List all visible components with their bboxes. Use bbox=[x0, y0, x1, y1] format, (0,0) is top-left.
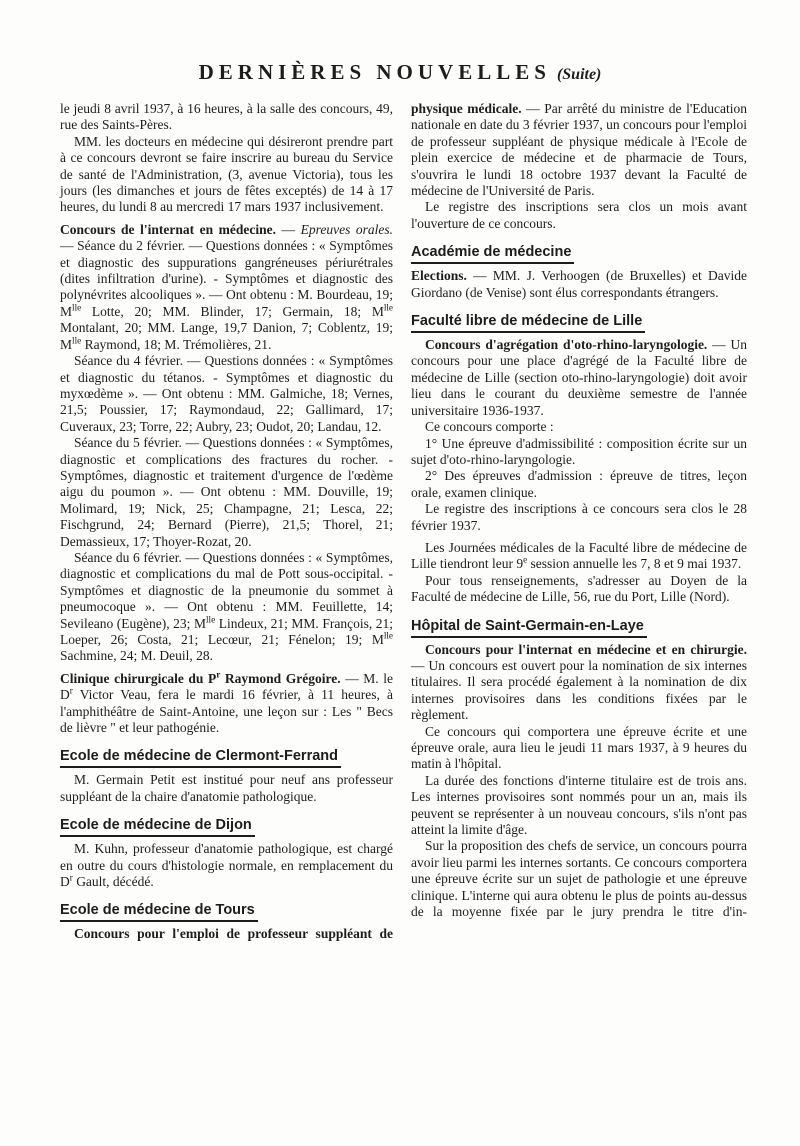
text: Ce concours comporte : bbox=[425, 419, 554, 435]
text: le jeudi 8 avril 1937, à 16 heures, à la salle des concours, 49, rue des Saints-Pères. bbox=[60, 101, 393, 133]
text: Montalant, 20; MM. Lange, 19,7 Danion, 7; Coblentz, 19; M bbox=[60, 320, 393, 352]
text: Séance du 5 février. — Questions données : « Symptômes, diagnostic et complications des fractures du rocher. - Symptômes, diagnostic et traitement d'urgence de l'œdème aigu du poumon ». — Ont obtenu : MM. Douville, 19; Molimard, 19; Nick, 25; Champagne, 21; Lesca, 22; Fischgrund, 24; Bernard (Pierre), 21,5; Thorel, 21; Demassieux, 17; Thoyer-Rozat, 20. bbox=[60, 435, 393, 549]
text: Pour tous renseignements, s'adresser au Doyen de la Faculté de médecine de Lille, 56, rue du Port, Lille (Nord). bbox=[411, 572, 747, 605]
section-heading-block bbox=[60, 816, 393, 837]
section-heading: Faculté libre de médecine de Lille bbox=[411, 312, 645, 333]
text: M. Kuhn, professeur d'anatomie pathologique, est chargé en outre du cours d'histologie normale, en remplacement du D bbox=[60, 841, 393, 890]
paragraph bbox=[411, 419, 747, 435]
section-heading-block bbox=[60, 747, 393, 768]
paragraph bbox=[411, 540, 747, 573]
text: Séance du 6 février. — Questions données : « Symptômes, diagnostic et complications du mal de Pott sous-occipital. - Symptômes et diagnostic de la pneumonie du sommet à pneumocoque ». — Ont obtenu : MM. Feuillette, 14; Sevileano (Eugène), 23; M bbox=[60, 549, 393, 631]
superscript: lle bbox=[205, 614, 216, 625]
paragraph bbox=[60, 435, 393, 550]
paragraph bbox=[411, 724, 747, 773]
bold-text: Concours d'agrégation d'oto-rhino-laryngologie. bbox=[425, 337, 708, 353]
paragraph bbox=[411, 337, 747, 419]
page-header-title: DERNIÈRES NOUVELLES bbox=[198, 60, 551, 84]
left-column bbox=[60, 101, 393, 943]
text: Le registre des inscriptions sera clos un mois avant l'ouverture de ce concours. bbox=[411, 199, 747, 231]
text: M. Germain Petit est institué pour neuf ans professeur suppléant de la chaire d'anatomie pathologique. bbox=[60, 772, 393, 804]
paragraph bbox=[60, 222, 393, 353]
text: — MM. J. Verhoogen (de Bruxelles) et Davide Giordano (de Venise) sont élus correspondants étrangers. bbox=[411, 268, 747, 300]
superscript: r bbox=[216, 669, 221, 680]
bold-text: Raymond Grégoire. bbox=[220, 670, 341, 686]
superscript: e bbox=[523, 554, 528, 565]
right-column bbox=[411, 101, 747, 920]
paragraph bbox=[411, 573, 747, 606]
text: session annuelle les 7, 8 et 9 mai 1937. bbox=[527, 556, 742, 572]
text: Sur la proposition des chefs de service, un concours pourra avoir lieu parmi les internes sortants. Ce concours comportera une épreuve écrite sur un sujet de pathologie et une épreuve clinique. L'interne qui aura obtenu le plus de points au-dessus de la moyenne fixée par le jury prendra le titre d'in- bbox=[411, 838, 747, 920]
paragraph bbox=[411, 501, 747, 534]
bold-text: Clinique chirurgicale du P bbox=[60, 670, 217, 686]
paragraph bbox=[60, 353, 393, 435]
text: — Un concours est ouvert pour la nomination de six internes titulaires. Il sera procédé également à la nomination de dix internes provisoires dans les conditions fixées par le règlement. bbox=[411, 657, 747, 723]
section-heading: Ecole de médecine de Dijon bbox=[60, 816, 255, 837]
page-header bbox=[0, 60, 800, 85]
paragraph bbox=[60, 926, 393, 942]
text: — M. le D bbox=[60, 670, 393, 703]
text: Lotte, 20; MM. Blinder, 17; Germain, 18; M bbox=[81, 303, 384, 319]
paragraph bbox=[411, 468, 747, 501]
text: 2° Des épreuves d'admission : épreuve de titres, leçon orale, examen clinique. bbox=[411, 468, 747, 500]
text: Victor Veau, fera le mardi 16 février, à 11 heures, à l'amphithéâtre de Saint-Antoine, une leçon sur : Les " Becs de lièvre " et leur pathogénie. bbox=[60, 687, 393, 736]
text: MM. les docteurs en médecine qui désireront prendre part à ce concours devront se faire inscrire au bureau du Service de santé de l'Administration, (3, avenue Victoria), tous les jours (les dimanches et jours de fêtes exceptés) de 14 à 17 heures, du lundi 8 au mercredi 17 mars 1937 inclusivement. bbox=[60, 133, 393, 215]
superscript: lle bbox=[383, 630, 393, 641]
paragraph bbox=[60, 101, 393, 134]
text: La durée des fonctions d'interne titulaire est de trois ans. Les internes provisoires sont nommés pour un an, mais ils peuvent se représenter à un nouveau concours, s'ils n'ont pas atteint la limite d'âge. bbox=[411, 772, 747, 838]
text: — Un concours pour une place d'agrégé de la Faculté libre de médecine de Lille (section oto-rhino-laryngologie) doit avoir lieu dans le courant du deuxième semestre de l'année universitaire 1936-1937. bbox=[411, 337, 747, 418]
text: 1° Une épreuve d'admissibilité : composition écrite sur un sujet d'oto-rhino-laryngologie. bbox=[411, 435, 747, 467]
section-heading-block bbox=[60, 901, 393, 922]
text: Lindeux, 21; MM. François, 21; Loeper, 26; Costa, 21; Lecœur, 21; Fénelon; 19; M bbox=[60, 615, 393, 647]
section-heading: Ecole de médecine de Tours bbox=[60, 901, 258, 922]
bold-text: Elections. bbox=[411, 268, 467, 284]
paragraph bbox=[411, 268, 747, 301]
superscript: lle bbox=[383, 302, 393, 313]
section-heading-block bbox=[411, 312, 747, 333]
section-heading: Académie de médecine bbox=[411, 243, 574, 264]
paragraph bbox=[60, 841, 393, 890]
bold-text: Concours pour l'internat en médecine et en chirurgie. bbox=[425, 641, 747, 657]
text: Le registre des inscriptions à ce concours sera clos le 28 février 1937. bbox=[411, 501, 747, 533]
text: — Par arrêté du ministre de l'Education nationale en date du 3 février 1937, un concours pour l'emploi de professeur suppléant de physique médicale à l'Ecole de plein exercice de médecine et de pharmacie de Tours, s'ouvrira le lundi 18 octobre 1937 devant la Faculté de médecine de l'Université de Paris. bbox=[411, 101, 747, 199]
text: — bbox=[276, 221, 301, 237]
text: Les Journées médicales de la Faculté libre de médecine de Lille tiendront leur 9 bbox=[411, 539, 747, 572]
text: Ce concours qui comportera une épreuve écrite et une épreuve orale, aura lieu le jeudi 11 mars 1937, à 9 heures du matin à l'hôpital. bbox=[411, 723, 747, 772]
section-heading-block bbox=[411, 243, 747, 264]
superscript: lle bbox=[72, 302, 82, 313]
paragraph bbox=[411, 436, 747, 469]
bold-text: Concours pour l'emploi de professeur suppléant de bbox=[74, 926, 393, 942]
text: Gault, décédé. bbox=[72, 874, 154, 890]
section-heading: Hôpital de Saint-Germain-en-Laye bbox=[411, 617, 647, 638]
text: Raymond, 18; M. Trémolières, 21. bbox=[81, 336, 272, 352]
superscript: r bbox=[69, 872, 73, 883]
paragraph bbox=[60, 671, 393, 737]
bold-text: Concours de l'internat en médecine. bbox=[60, 221, 277, 237]
text: — Séance du 2 février. — Questions données : « Symptômes et diagnostic des suppurations gangréneuses périurétrales (dites infiltration d'urine). - Symptômes et diagnostic des polynévrites alcooliques ». — Ont obtenu : M. Bourdeau, 19; M bbox=[60, 238, 393, 319]
paragraph bbox=[411, 773, 747, 839]
paragraph bbox=[411, 101, 747, 199]
paragraph bbox=[411, 838, 747, 920]
paragraph bbox=[411, 642, 747, 724]
text: Sachmine, 24; M. Deuil, 28. bbox=[60, 648, 213, 664]
paragraph bbox=[60, 134, 393, 216]
paragraph bbox=[411, 199, 747, 232]
section-heading-block bbox=[411, 617, 747, 638]
paragraph bbox=[60, 772, 393, 805]
paragraph bbox=[60, 550, 393, 665]
bold-text: physique médicale. bbox=[411, 101, 522, 116]
page-header-suite: (Suite) bbox=[556, 66, 602, 83]
text: Séance du 4 février. — Questions données : « Symptômes et diagnostic du tétanos. - Symptômes et diagnostic du myxœdème ». — Ont obtenu : MM. Galmiche, 18; Vernes, 21,5; Poussier, 17; Raymondaud, 22; Gallimard, 17; Cuveraux, 23; Torre, 22; Aubry, 23; Oudot, 20; Landau, 12. bbox=[60, 353, 393, 434]
italic-text: Epreuves orales. bbox=[300, 221, 394, 237]
superscript: r bbox=[69, 685, 73, 696]
superscript: lle bbox=[72, 335, 82, 346]
section-heading: Ecole de médecine de Clermont-Ferrand bbox=[60, 747, 341, 768]
